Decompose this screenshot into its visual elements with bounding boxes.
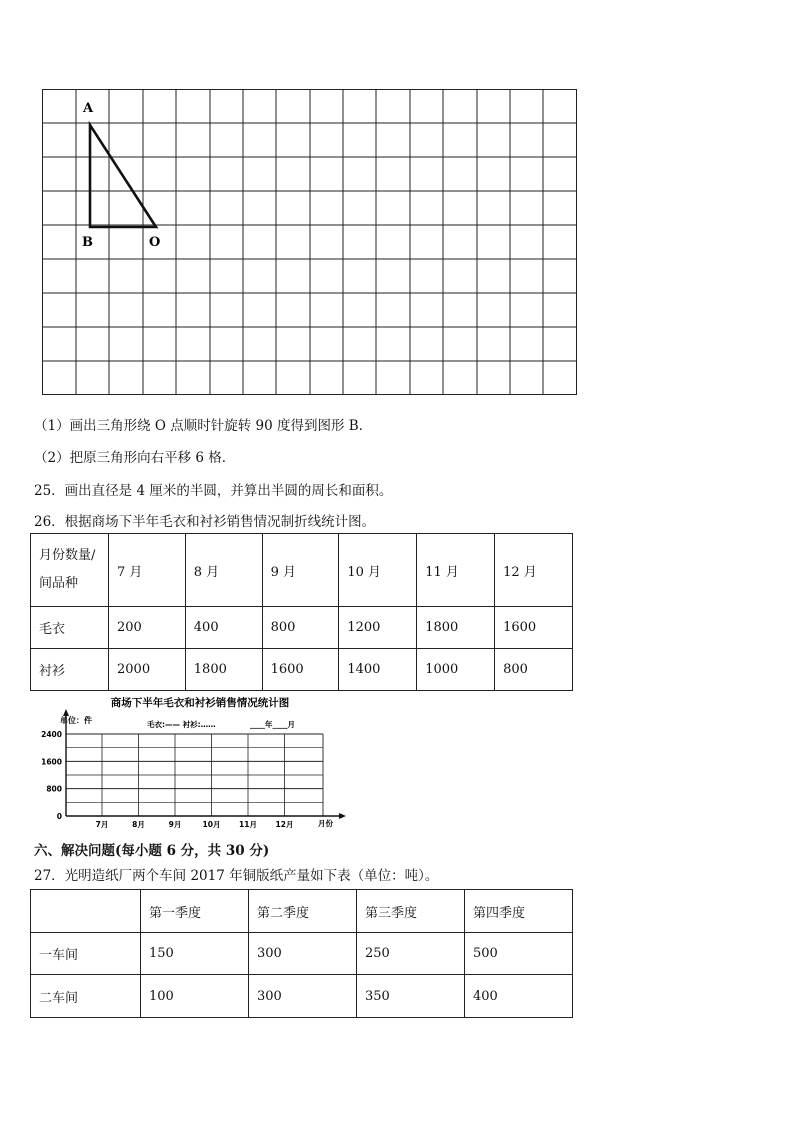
quarter-header: 第四季度 xyxy=(465,890,573,933)
table-corner-header xyxy=(31,534,109,607)
table-cell: 1400 xyxy=(339,649,417,691)
x-tick-label: 7月 xyxy=(95,820,109,829)
table-row xyxy=(31,607,573,649)
table-cell: 1000 xyxy=(417,649,495,691)
table-row xyxy=(31,933,573,975)
month-header: 12 月 xyxy=(495,534,573,607)
chart-title: 商场下半年毛衣和衬衫销售情况统计图 xyxy=(110,697,290,709)
x-tick-label: 8月 xyxy=(132,820,145,829)
y-tick-label: 2400 xyxy=(41,730,62,739)
y-tick-label: 800 xyxy=(46,784,62,794)
quarter-header: 第三季度 xyxy=(357,890,465,933)
table-row xyxy=(31,649,573,691)
x-tick-label: 10月 xyxy=(202,820,221,829)
q24-part2: （2）把原三角形向右平移 6 格． xyxy=(34,450,236,466)
table-cell: 1800 xyxy=(417,607,495,649)
table-cell: 2000 xyxy=(109,649,186,691)
quarter-header: 第二季度 xyxy=(249,890,357,933)
production-table xyxy=(30,889,573,1018)
table-corner-header xyxy=(31,890,141,933)
table-row xyxy=(31,975,573,1018)
table-cell: 100 xyxy=(141,975,249,1018)
table-cell: 1600 xyxy=(262,649,339,691)
y-tick-label: 0 xyxy=(56,812,62,821)
month-header: 10 月 xyxy=(339,534,417,607)
corner-line1: 月份数量/ xyxy=(39,548,96,563)
table-cell: 150 xyxy=(141,933,249,975)
line-chart xyxy=(34,692,364,837)
x-tick-label: 12月 xyxy=(275,820,294,829)
table-cell: 1200 xyxy=(339,607,417,649)
grid-figure xyxy=(40,88,580,398)
table-cell: 1600 xyxy=(495,607,573,649)
table-cell: 800 xyxy=(495,649,573,691)
q26-text: 26．根据商场下半年毛衣和衬衫销售情况制折线统计图。 xyxy=(34,514,376,530)
row-label: 二车间 xyxy=(31,975,141,1018)
chart-y-ticks xyxy=(41,730,62,821)
chart-legend: 毛衣:—— 衬衫:…… xyxy=(147,720,216,729)
row-label: 毛衣 xyxy=(31,607,109,649)
corner-line2: 间品种 xyxy=(39,576,79,591)
row-label: 衬衫 xyxy=(31,649,109,691)
x-axis-arrow xyxy=(339,813,346,819)
table-cell: 300 xyxy=(249,975,357,1018)
chart-xlabel: 月份 xyxy=(318,819,333,828)
label-a: A xyxy=(83,101,94,116)
row-label: 一车间 xyxy=(31,933,141,975)
y-axis-arrow xyxy=(63,709,69,716)
month-header: 7 月 xyxy=(109,534,186,607)
section6-title: 六、解决问题(每小题 6 分，共 30 分) xyxy=(34,843,270,859)
q27-text: 27．光明造纸厂两个车间 2017 年铜版纸产量如下表（单位：吨）。 xyxy=(34,868,439,884)
y-tick-label: 1600 xyxy=(41,757,62,767)
q25-text: 25．画出直径是 4 厘米的半圆，并算出半圆的周长和面积。 xyxy=(34,483,393,499)
month-header: 9 月 xyxy=(262,534,339,607)
table-cell: 200 xyxy=(109,607,186,649)
table-cell: 800 xyxy=(262,607,339,649)
sales-table xyxy=(30,533,573,691)
chart-date: ____年____月 xyxy=(250,720,295,729)
label-o: O xyxy=(149,235,161,250)
table-cell: 350 xyxy=(357,975,465,1018)
x-tick-label: 11月 xyxy=(239,820,257,829)
label-b: B xyxy=(82,235,93,250)
table-cell: 500 xyxy=(465,933,573,975)
table-cell: 300 xyxy=(249,933,357,975)
month-header: 8 月 xyxy=(185,534,262,607)
chart-grid xyxy=(66,734,323,816)
square-grid xyxy=(43,90,577,395)
x-tick-label: 9月 xyxy=(168,820,182,829)
quarter-header: 第一季度 xyxy=(141,890,249,933)
triangle-abo xyxy=(90,125,156,227)
table-cell: 250 xyxy=(357,933,465,975)
table-cell: 1800 xyxy=(185,649,262,691)
chart-unit-label: 单位：件 xyxy=(60,716,92,725)
table-cell: 400 xyxy=(185,607,262,649)
month-header: 11 月 xyxy=(417,534,495,607)
q24-part1: （1）画出三角形绕 O 点顺时针旋转 90 度得到图形 B． xyxy=(34,418,373,434)
table-cell: 400 xyxy=(465,975,573,1018)
chart-x-ticks xyxy=(96,820,294,829)
